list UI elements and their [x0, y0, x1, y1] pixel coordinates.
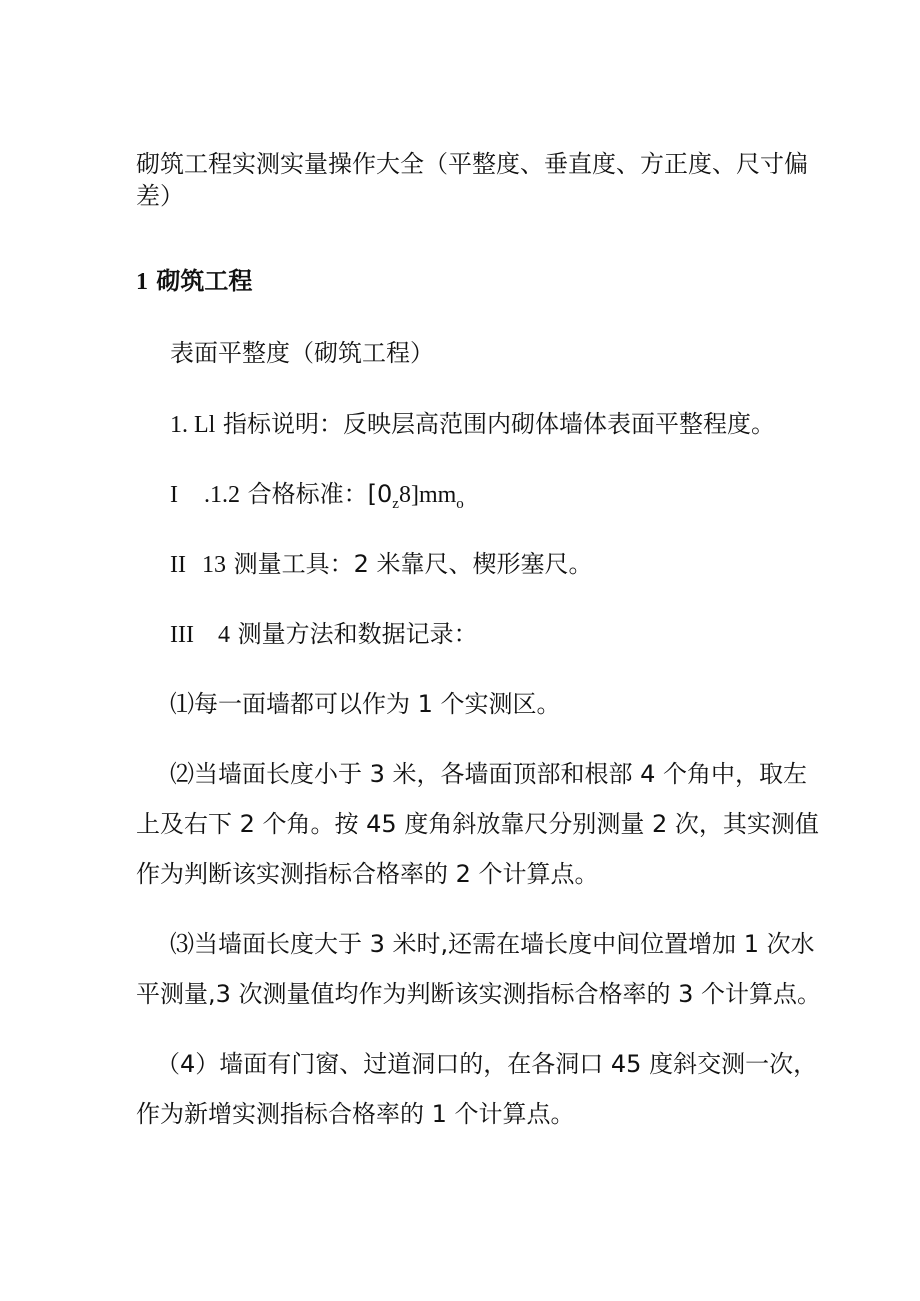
item-4-label: III [170, 622, 194, 648]
paragraph-4-line-1: （4）墙面有门窗、过道洞口的，在各洞口 45 度斜交测一次， [156, 1050, 818, 1078]
item-2-text-2: 8]mm [398, 482, 457, 508]
item-4-text: 测量方法和数据记录： [237, 620, 478, 648]
paragraph-4-line-2: 作为新增实测指标合格率的 1 个计算点。 [136, 1100, 575, 1128]
item-1-text: 指标说明：反映层高范围内砌体墙体表面平整程度。 [222, 410, 775, 438]
item-1-label: 1. Ll [170, 412, 216, 438]
subsection-title: 表面平整度（砌筑工程） [170, 339, 434, 367]
paragraph-1: ⑴每一面墙都可以作为 1 个实测区。 [170, 690, 561, 718]
item-3 [170, 548, 593, 581]
item-3-label: II [170, 552, 186, 578]
item-3-text: 测量工具：2 米靠尺、楔形塞尺。 [233, 550, 593, 578]
paragraph-3-line-2: 平测量,3 次测量值均作为判断该实测指标合格率的 3 个计算点。 [136, 980, 822, 1008]
item-3-number: 13 [202, 552, 226, 578]
section-title: 砌筑工程 [156, 267, 253, 295]
item-2-number: .1.2 [204, 482, 240, 508]
item-2-subscript: z [392, 496, 399, 512]
item-2-subscript-2: o [456, 496, 464, 512]
paragraph-2-line-3: 作为判断该实测指标合格率的 2 个计算点。 [136, 860, 599, 888]
item-1 [170, 408, 775, 441]
item-2-text: 合格标准：[0 [247, 480, 393, 508]
item-4-number: 4 [218, 622, 230, 648]
paragraph-2-line-1: ⑵当墙面长度小于 3 米，各墙面顶部和根部 4 个角中，取左 [170, 760, 808, 788]
document-title-line-1: 砌筑工程实测实量操作大全（平整度、垂直度、方正度、尺寸偏 [136, 150, 808, 178]
item-4 [170, 618, 478, 651]
paragraph-3-line-1: ⑶当墙面长度大于 3 米时,还需在墙长度中间位置增加 1 次水 [170, 930, 815, 958]
item-2-label: I [170, 482, 178, 508]
section-number: 1 [136, 269, 148, 295]
section-heading [136, 265, 252, 298]
item-2 [170, 478, 464, 520]
paragraph-2-line-2: 上及右下 2 个角。按 45 度角斜放靠尺分别测量 2 次，其实测值 [136, 810, 819, 838]
document-title-line-2: 差） [136, 182, 184, 210]
